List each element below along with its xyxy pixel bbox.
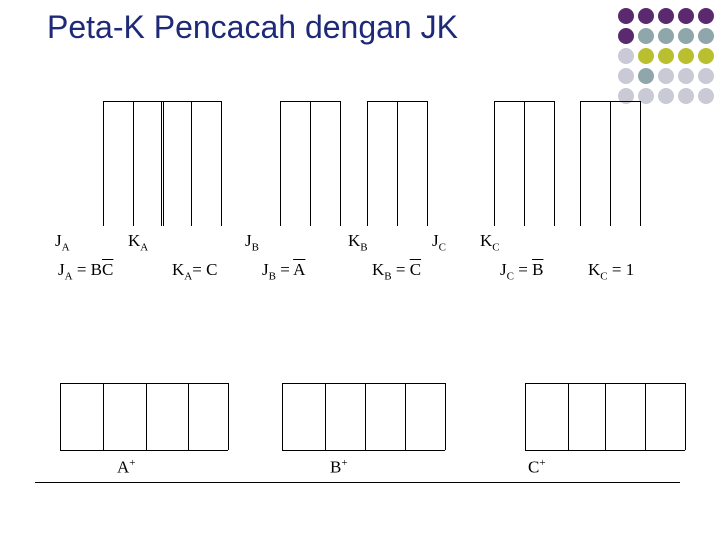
kmap-cell [397, 166, 427, 196]
kmap-cell [103, 420, 133, 450]
grid-line [445, 383, 446, 450]
grid-line [60, 383, 228, 384]
kmap-cell [161, 196, 191, 226]
kmap-cell [133, 196, 163, 226]
kmap-cell [161, 135, 191, 165]
decorative-dot [618, 28, 634, 44]
grid-line [188, 383, 189, 450]
grid-line [580, 101, 581, 226]
kmap-cell [605, 420, 635, 450]
kmap-cell [103, 385, 133, 415]
kmap-cell [367, 104, 397, 134]
grid-line [310, 101, 311, 226]
decorative-dot [638, 28, 654, 44]
kmap-cell [146, 385, 176, 415]
grid-line [228, 383, 229, 450]
kmap-cell [103, 104, 133, 134]
map-label-sup: + [341, 457, 348, 469]
kmap-cell [188, 385, 218, 415]
grid-line [427, 101, 428, 226]
label-jb: $J_B$ [245, 231, 259, 254]
kmap-cell [568, 420, 598, 450]
label-ja: $J_A$ [55, 231, 70, 254]
kmap-cell [397, 104, 427, 134]
kmap-cell [610, 135, 640, 165]
decorative-dot [638, 48, 654, 64]
grid-line [340, 101, 341, 226]
kmap-cell [188, 420, 218, 450]
kmap-cell [310, 104, 340, 134]
kmap-cell [280, 135, 310, 165]
map-label [528, 458, 546, 476]
kmap-cell [282, 385, 312, 415]
equation-kb: $K_B = \overline{C}$ [372, 260, 422, 283]
grid-line [685, 383, 686, 450]
grid-line [221, 101, 222, 226]
kmap-cell [133, 166, 163, 196]
footer-rule [35, 482, 680, 483]
grid-line [405, 383, 406, 450]
grid-line [161, 101, 162, 226]
kmap-cell [580, 104, 610, 134]
page-title: Peta-K Pencacah dengan JK [47, 9, 458, 45]
decorative-dot [698, 88, 714, 104]
kmap-cell [605, 385, 635, 415]
grid-line [525, 383, 526, 450]
kmap-cell [133, 104, 163, 134]
decorative-dot [678, 8, 694, 24]
grid-line [524, 101, 525, 226]
equation-ja: $J_A = B\overline{C}$ [58, 260, 114, 283]
kmap-cell [280, 166, 310, 196]
label-kc: $K_C$ [480, 231, 500, 254]
kmap-cell [60, 420, 90, 450]
label-kb: $K_B$ [348, 231, 368, 254]
map-label-sup: + [129, 457, 136, 469]
grid-line [282, 383, 283, 450]
grid-line [365, 383, 366, 450]
kmap-cell [191, 135, 221, 165]
decorative-dot [658, 28, 674, 44]
grid-line [605, 383, 606, 450]
kmap-cell [524, 104, 554, 134]
decorative-dot [638, 68, 654, 84]
decorative-dot [658, 88, 674, 104]
kmap-cell [365, 385, 395, 415]
grid-line [146, 383, 147, 450]
kmap-cell [568, 385, 598, 415]
kmap-cell [103, 166, 133, 196]
grid-line [325, 383, 326, 450]
equation-kc: $K_C = 1$ [588, 260, 635, 283]
kmap-cell [133, 135, 163, 165]
grid-line [610, 101, 611, 226]
grid-line [645, 383, 646, 450]
grid-line [568, 383, 569, 450]
decorative-dot [658, 68, 674, 84]
kmap-cell [103, 196, 133, 226]
grid-line [397, 101, 398, 226]
kmap-cell [325, 420, 355, 450]
kmap-cell [524, 135, 554, 165]
kmap-cell [580, 196, 610, 226]
kmap-cell [325, 385, 355, 415]
grid-line [554, 101, 555, 226]
grid-line [103, 383, 104, 450]
grid-line [282, 383, 445, 384]
decorative-dot [678, 68, 694, 84]
kmap-cell [310, 196, 340, 226]
kmap-cell [103, 135, 133, 165]
kmap-cell [60, 385, 90, 415]
map-label-text: B [330, 457, 342, 477]
grid-line [494, 101, 495, 226]
decorative-dot [618, 48, 634, 64]
kmap-cell [610, 166, 640, 196]
kmap-cell [610, 104, 640, 134]
kmap-cell [580, 166, 610, 196]
kmap-cell [494, 196, 524, 226]
kmap-cell [524, 196, 554, 226]
kmap-cell [161, 166, 191, 196]
map-label [117, 458, 136, 476]
kmap-cell [405, 420, 435, 450]
kmap-cell [191, 104, 221, 134]
kmap-cell [397, 135, 427, 165]
kmap-cell [146, 420, 176, 450]
decorative-dot [698, 48, 714, 64]
equation-jc: $J_C = \overline{B}$ [500, 260, 544, 283]
grid-line [60, 383, 61, 450]
kmap-cell [525, 420, 555, 450]
decorative-dot [658, 48, 674, 64]
decorative-dot [698, 8, 714, 24]
kmap-cell [645, 420, 675, 450]
kmap-cell [610, 196, 640, 226]
decorative-dot [638, 8, 654, 24]
kmap-cell [191, 166, 221, 196]
kmap-cell [310, 166, 340, 196]
decorative-dot [678, 48, 694, 64]
map-label [330, 458, 348, 476]
decorative-dot [678, 28, 694, 44]
kmap-cell [280, 104, 310, 134]
kmap-cell [494, 135, 524, 165]
grid-line [103, 101, 104, 226]
kmap-cell [310, 135, 340, 165]
equation-ka: $K_A= C$ [172, 260, 218, 283]
kmap-cell [367, 196, 397, 226]
grid-line [640, 101, 641, 226]
map-label-text: A [117, 457, 130, 477]
decorative-dot [698, 28, 714, 44]
grid-line [133, 101, 134, 226]
kmap-cell [525, 385, 555, 415]
kmap-cell [397, 196, 427, 226]
grid-line [60, 450, 228, 451]
label-jc: $J_C$ [432, 231, 446, 254]
map-label-sup: + [539, 457, 546, 469]
grid-line [282, 450, 445, 451]
kmap-cell [191, 196, 221, 226]
kmap-cell [494, 166, 524, 196]
grid-line [525, 450, 685, 451]
decorative-dot [618, 8, 634, 24]
kmap-cell [367, 166, 397, 196]
grid-line [191, 101, 192, 226]
decorative-dot [698, 68, 714, 84]
decorative-dot [618, 68, 634, 84]
kmap-cell [280, 196, 310, 226]
grid-line [280, 101, 281, 226]
kmap-cell [524, 166, 554, 196]
equation-jb: $J_B = \overline{A}$ [262, 260, 306, 283]
kmap-cell [645, 385, 675, 415]
kmap-cell [367, 135, 397, 165]
kmap-cell [494, 104, 524, 134]
kmap-cell [161, 104, 191, 134]
decorative-dot [678, 88, 694, 104]
label-ka: $K_A$ [128, 231, 149, 254]
map-label-text: C [528, 457, 540, 477]
grid-line [367, 101, 368, 226]
decorative-dot [658, 8, 674, 24]
kmap-cell [405, 385, 435, 415]
kmap-cell [580, 135, 610, 165]
kmap-cell [282, 420, 312, 450]
kmap-cell [365, 420, 395, 450]
